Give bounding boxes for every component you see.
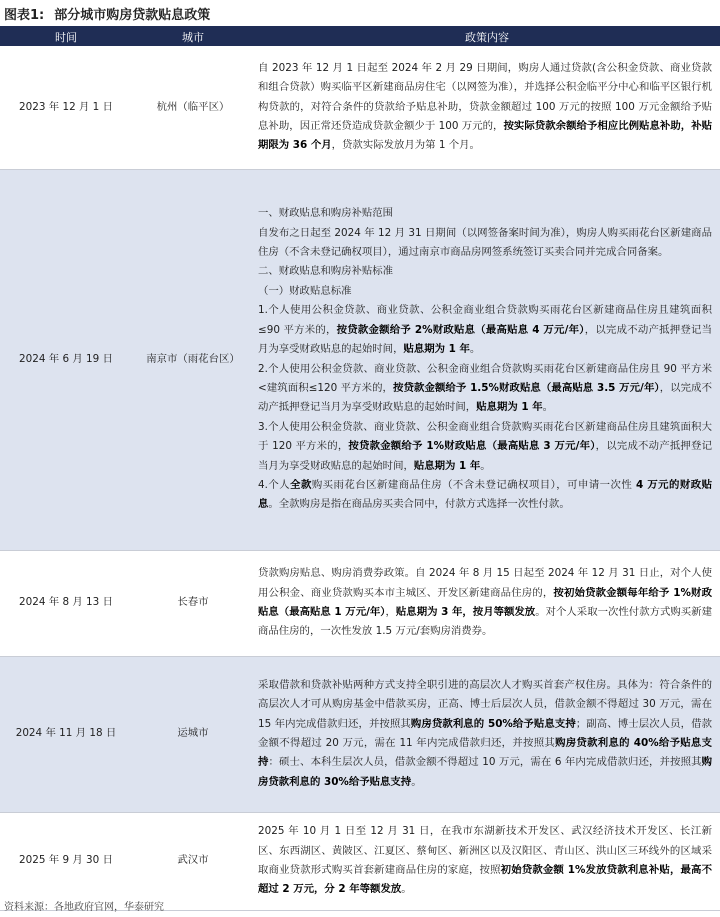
policy-paragraph — [258, 360, 712, 418]
policy-text: 。全款购房是指在商品房买卖合同中，付款方式选择一次性付款。 — [268, 498, 570, 511]
policy-text: 自 2023 年 12 月 1 日起至 2024 年 2 月 29 日期间，购房人通过贷款(含公积金贷款、商业贷款和组合贷款）购买临平区新建商品房住宅（以网签为准），并选择公积金临平分中心和临平区银行机构贷款的，对符合条件的贷款给予贴息补助，贷款金额超过 100 万元的按照 100 万元金额给予贴息补助，因正常还贷造成贷款金额少于 100 万元的， — [258, 61, 712, 132]
cell-city: 杭州（临平区） — [156, 100, 230, 113]
policy-text: ；副高、博士层次人员，借款金额不得超过 20 万元，需在 11 年内完成借款归还，并按照其 — [258, 717, 712, 749]
policy-paragraph — [258, 59, 712, 156]
policy-paragraph — [258, 822, 712, 900]
header-time: 时间 — [0, 28, 132, 46]
policy-text-bold: 按初始贷款金额每年给予 1%财政贴息（最高贴息 1 万元/年） — [258, 586, 712, 618]
policy-text: 采取借款和贷款补贴两种方式支持全职引进的高层次人才购买首套产权住房。具体为：符合条件的高层次人才可从购房基金中借款买房，正高、博士后层次人员，借款金额不得超过 30 万元，需在 15 年内完成借款归还，并按照其 — [258, 678, 712, 730]
cell-city: 武汉市 — [177, 854, 209, 867]
cell-time: 2024 年 8 月 13 日 — [19, 596, 113, 609]
policy-text-bold: 贴息期为 1 年 — [476, 401, 543, 414]
policy-text-bold: 4 万元的财政贴息 — [258, 478, 712, 511]
cell-policy-content — [254, 550, 720, 656]
cell-policy-content — [254, 656, 720, 812]
policy-paragraph — [258, 224, 712, 263]
policy-text: ，贷款实际发放月为第 1 个月。 — [331, 139, 480, 152]
policy-text-bold: 贴息期为 3 年，按月等额发放 — [395, 606, 536, 618]
policy-text-bold: 贴息期为 1 年 — [403, 343, 470, 356]
cell-time: 2024 年 6 月 19 日 — [0, 169, 132, 550]
table-row — [0, 550, 720, 656]
policy-text-bold: 购房贷款利息的 30%给予贴息支持 — [258, 756, 712, 788]
header-city: 城市 — [132, 28, 254, 46]
figure-label: 图表1: — [4, 7, 45, 23]
policy-text-bold: 全款 — [290, 478, 312, 491]
policy-text: 2.个人使用公积金贷款、商业贷款、公积金商业组合贷款购买雨花台区新建商品住房且 90 平方米<建筑面积≤120 平方米的， — [258, 362, 712, 394]
figure-title-text: 部分城市购房贷款贴息政策 — [54, 7, 211, 23]
policy-table — [0, 28, 720, 911]
table-header-row — [0, 28, 720, 46]
cell-policy-content — [254, 169, 720, 550]
policy-paragraph — [258, 282, 712, 301]
policy-text-bold: 按实际贷款余额给予相应比例贴息补助，补贴期限为 36 个月 — [258, 119, 713, 152]
table-body — [0, 46, 720, 910]
source-note: 资料来源：各地政府官网，华泰研究 — [4, 902, 164, 913]
policy-text-bold: 贴息期为 1 年 — [413, 459, 481, 472]
table-row — [0, 169, 720, 550]
policy-text: 2025 年 10 月 1 日至 12 月 31 日，在我市东湖新技术开发区、武汉经济技术开发区、长江新区、东西湖区、黄陂区、江夏区、蔡甸区、新洲区以及汉阳区、青山区、洪山区三环线外的区域采取商业贷款形式购买首套新建商品住房的家庭，按照 — [258, 825, 712, 876]
policy-text-bold: 购房贷款利息的 50%给予贴息支持 — [410, 717, 576, 730]
policy-text: 1.个人使用公积金贷款、商业贷款、公积金商业组合贷款购买雨花台区新建商品住房且建筑面积≤90 平方米的， — [258, 304, 712, 336]
policy-paragraph — [258, 301, 712, 359]
policy-paragraph — [258, 418, 712, 476]
policy-text: 。 — [542, 401, 554, 414]
policy-text: 。对个人采取一次性付款方式购买新建商品住房的，一次性发放 1.5 万元/套购房消费券。 — [258, 606, 713, 638]
policy-text-bold: 初始贷款金额 1%发放贷款利息补贴，最高不超过 2 万元，分 2 年等额发放 — [258, 864, 712, 896]
table-row — [0, 812, 720, 910]
policy-paragraph — [258, 676, 712, 792]
policy-text: 贷款购房贴息、购房消费券政策。自 2024 年 8 月 15 日起至 2024 年 12 月 31 日止，对个人使用公积金、商业贷款购买本市主城区、开发区新建商品住房的， — [258, 567, 712, 599]
policy-text: （一）财政贴息标准 — [258, 284, 352, 297]
policy-text-bold: 购房贷款利息的 40%给予贴息支持 — [258, 737, 712, 769]
policy-text: ：硕士、本科生层次人员，借款金额不得超过 10 万元，需在 6 年内完成借款归还，并按照其 — [268, 756, 702, 769]
policy-text: 3.个人使用公积金贷款、商业贷款、公积金商业组合贷款购买雨花台区新建商品住房且建筑面积大于 120 平方米的， — [258, 420, 712, 453]
policy-text: ，以完成不动产抵押登记当月为享受财政贴息的起始时间， — [258, 440, 712, 472]
policy-text: ，以完成不动产抵押登记当月为享受财政贴息的起始时间， — [258, 381, 713, 414]
policy-text: ， — [385, 606, 396, 618]
policy-text: 购买雨花台区新建商品住房（不含未登记确权项目），可申请一次性 — [311, 478, 637, 491]
cell-city: 南京市（雨花台区） — [132, 169, 254, 550]
policy-text: 二、财政贴息和购房补贴标准 — [258, 265, 394, 278]
policy-text-bold: 按贷款金额给予 1.5%财政贴息（最高贴息 3.5 万元/年） — [393, 381, 660, 394]
policy-text: 一、财政贴息和购房补贴范围 — [258, 207, 394, 220]
policy-text: 。 — [401, 883, 412, 896]
policy-text: 。 — [480, 459, 491, 472]
cell-city: 长春市 — [177, 596, 209, 609]
policy-paragraph — [258, 476, 712, 515]
table-row — [0, 46, 720, 169]
policy-text: 自发布之日起至 2024 年 12 月 31 日期间（以网签备案时间为准），购房人购买雨花台区新建商品住房（不含未登记确权项目），通过南京市商品房网签系统签订买卖合同并完成合同备案。 — [258, 226, 712, 259]
table-row — [0, 656, 720, 812]
policy-text: ，以完成不动产抵押登记当月为享受财政贴息的起始时间， — [258, 323, 713, 356]
policy-text: 4.个人 — [258, 478, 291, 491]
cell-time: 2025 年 9 月 30 日 — [19, 854, 113, 867]
policy-paragraph — [258, 564, 712, 642]
cell-policy-content — [254, 812, 720, 910]
policy-text: 。 — [411, 775, 422, 788]
cell-time: 2024 年 11 月 18 日 — [0, 656, 132, 812]
policy-paragraph — [258, 262, 712, 281]
cell-city: 运城市 — [132, 656, 254, 812]
cell-time: 2023 年 12 月 1 日 — [19, 100, 113, 113]
policy-text: 。 — [469, 343, 481, 356]
policy-text-bold: 按贷款金额给予 2%财政贴息（最高贴息 4 万元/年） — [336, 323, 585, 336]
cell-policy-content — [254, 46, 720, 169]
policy-text-bold: 按贷款金额给予 1%财政贴息（最高贴息 3 万元/年） — [348, 440, 596, 453]
figure-title — [0, 0, 720, 28]
policy-paragraph — [258, 204, 712, 223]
header-content: 政策内容 — [254, 28, 720, 46]
